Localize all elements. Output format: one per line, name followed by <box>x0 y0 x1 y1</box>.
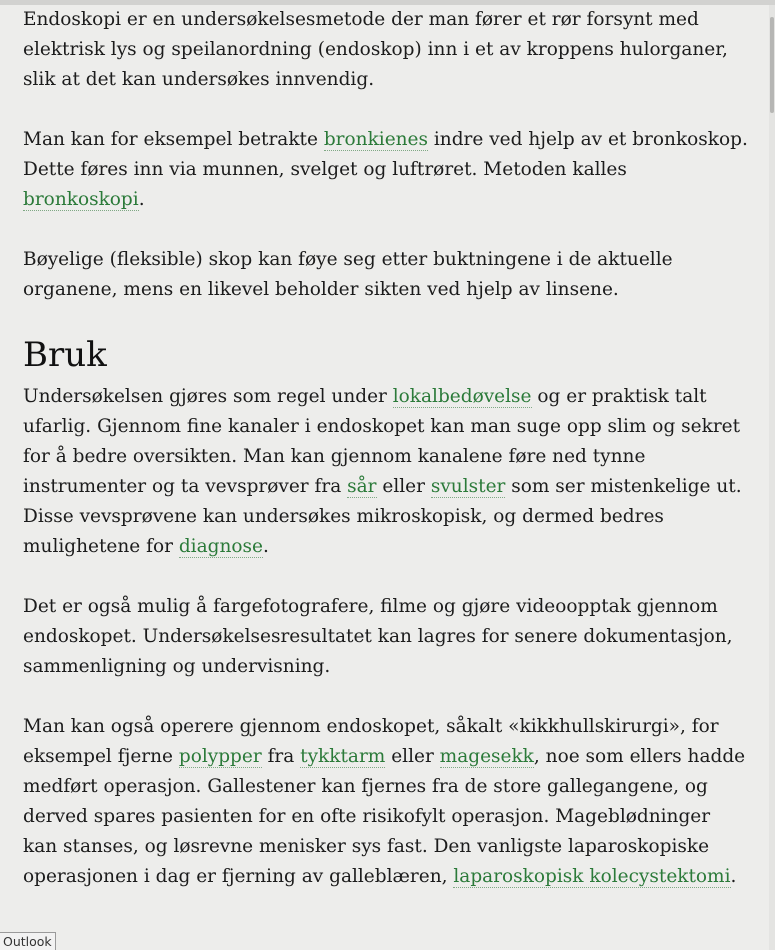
link-sar[interactable]: sår <box>347 476 377 497</box>
documentation-paragraph: Det er også mulig å fargefotografere, filme og gjøre videoopptak gjennom endoskopet. Undersøkelsesresultatet kan lagres for senere dokumentasjon, sammenligning og undervisning. <box>23 596 733 677</box>
usage-paragraph: Undersøkelsen gjøres som regel under lokalbedøvelse og er praktisk talt ufarlig. Gjennom fine kanaler i endoskopet kan man suge opp slim og sekret for å bedre oversikten. Man kan gjennom kanalene føre ned tynne instrumenter og ta vevsprøver fra sår eller svulster som ser mistenkelige ut. Disse vevsprøvene kan undersøkes mikroskopisk, og dermed bedres mulighetene for diagnose. <box>23 386 742 557</box>
vertical-scrollbar[interactable] <box>769 5 775 950</box>
section-heading-bruk: Bruk <box>23 335 107 375</box>
scrollbar-thumb[interactable] <box>770 17 774 113</box>
flexible-scope-paragraph: Bøyelige (fleksible) skop kan føye seg etter buktningene i de aktuelle organene, mens en likevel beholder sikten ved hjelp av linsene. <box>23 249 673 300</box>
link-magesekk[interactable]: magesekk <box>439 746 534 767</box>
link-lokalbedovelse[interactable]: lokalbedøvelse <box>392 386 532 407</box>
surgery-paragraph: Man kan også operere gjennom endoskopet, såkalt «kikkhullskirurgi», for eksempel fjerne polypper fra tykktarm eller magesekk, noe som ellers hadde medført operasjon. Gallestener kan fjernes fra de store gallegangene, og derved spares pasienten for en ofte risikofylt operasjon. Mageblødninger kan stanses, og løsrevne menisker sys fast. Den vanligste laparoskopiske operasjonen i dag er fjerning av galleblæren, laparoskopisk kolecystektomi. <box>23 716 746 887</box>
article-body <box>23 5 748 922</box>
link-laparoskopisk-kolecystektomi[interactable]: laparoskopisk kolecystektomi <box>453 866 731 887</box>
link-bronkoskopi[interactable]: bronkoskopi <box>23 189 139 210</box>
link-polypper[interactable]: polypper <box>178 746 262 767</box>
link-tooltip: Outlook <box>0 932 56 950</box>
link-tykktarm[interactable]: tykktarm <box>300 746 386 767</box>
link-diagnose[interactable]: diagnose <box>178 536 263 557</box>
bronchoscopy-paragraph: Man kan for eksempel betrakte bronkienes indre ved hjelp av et bronkoskop. Dette føres inn via munnen, svelget og luftrøret. Metoden kalles bronkoskopi. <box>23 129 748 210</box>
intro-paragraph: Endoskopi er en undersøkelsesmetode der man fører et rør forsynt med elektrisk lys og speilanordning (endoskop) inn i et av kroppens hulorganer, slik at det kan undersøkes innvendig. <box>23 9 728 90</box>
link-svulster[interactable]: svulster <box>430 476 506 497</box>
link-bronkienes[interactable]: bronkienes <box>323 129 428 150</box>
